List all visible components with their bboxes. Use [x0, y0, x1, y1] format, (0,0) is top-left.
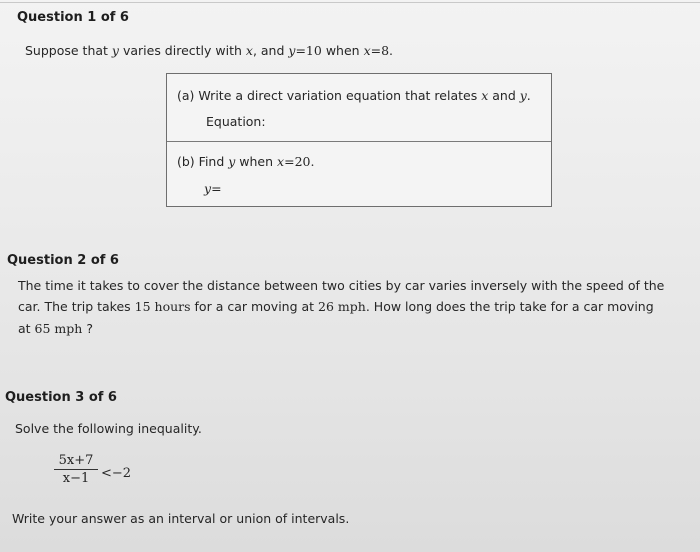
question-1-prompt: Suppose that y varies directly with x, and y=10 when x=8. [25, 43, 394, 58]
part-a-text: (a) Write a direct variation equation that relates x and y. [177, 88, 531, 103]
question-3-heading: Question 3 of 6 [5, 390, 117, 405]
fraction-denominator: x−1 [62, 471, 90, 486]
question-1-answer-box [166, 73, 552, 207]
question-2-line-2: car. The trip takes 15 hours for a car moving at 26 mph. How long does the trip take for a car moving [18, 299, 654, 314]
question-3-answer-instruction: Write your answer as an interval or union of intervals. [12, 511, 350, 526]
question-3-instruction: Solve the following inequality. [15, 421, 202, 436]
part-b-answer-field[interactable]: y= [204, 181, 222, 196]
question-2-heading: Question 2 of 6 [7, 253, 119, 268]
part-a-row [167, 74, 551, 142]
top-divider [0, 2, 700, 3]
equation-label[interactable]: Equation: [206, 114, 266, 129]
inequality-fraction [54, 453, 98, 486]
question-2-line-1: The time it takes to cover the distance between two cities by car varies inversely with the speed of the [18, 278, 665, 293]
question-1-heading: Question 1 of 6 [17, 10, 129, 25]
part-b-text: (b) Find y when x=20. [177, 154, 315, 169]
question-2-line-3: at 65 mph ? [18, 321, 93, 336]
inequality-relation: <−2 [101, 466, 132, 481]
fraction-numerator: 5x+7 [54, 453, 98, 470]
